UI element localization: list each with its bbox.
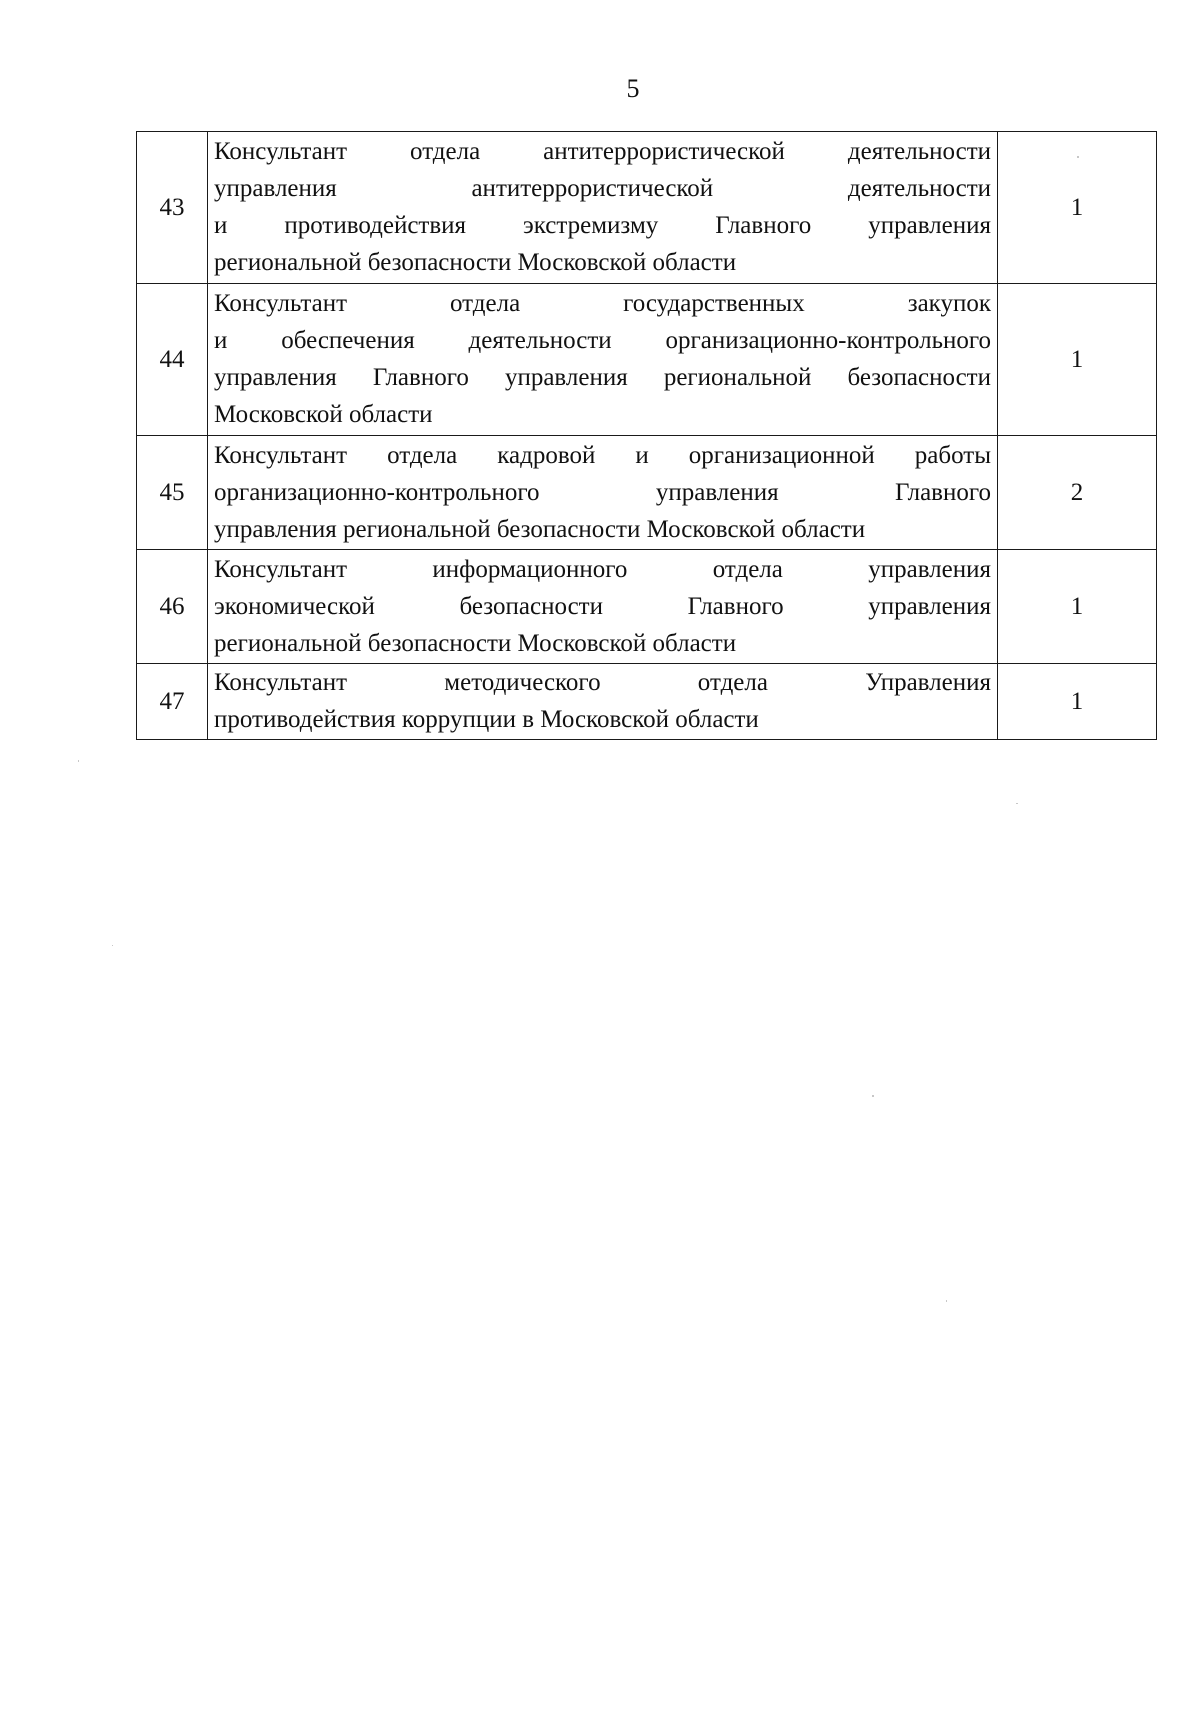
position-title-line: региональной безопасности Московской области [214,629,737,657]
position-title-line: Консультант информационного отдела управления [214,555,991,583]
position-title [208,284,998,436]
position-title-line: и противодействия экстремизму Главного управления [214,212,991,239]
position-title [208,132,998,284]
page-number: 5 [626,74,640,103]
row-number: 47 [137,664,208,740]
scan-speck [1016,803,1018,804]
row-number: 43 [137,132,208,284]
position-title-line: организационно-контрольного управления Главного [214,478,991,506]
scan-speck [112,945,113,946]
position-count: 1 [998,132,1157,284]
scan-speck [872,1095,874,1097]
position-title [208,550,998,664]
scan-speck [946,1300,947,1302]
position-title-line: региональной безопасности Московской области [214,249,737,276]
table-row [137,436,1157,550]
position-title [208,436,998,550]
position-count: 1 [998,284,1157,436]
position-title-line: управления антитеррористической деятельности [214,175,991,202]
positions-table [136,131,1157,740]
position-title-line: Московской области [214,401,433,428]
position-title-line: Консультант методического отдела Управления [214,669,991,696]
position-count: 2 [998,436,1157,550]
table-row [137,284,1157,436]
row-number: 45 [137,436,208,550]
position-title-line: противодействия коррупции в Московской области [214,706,759,733]
position-title-line: Консультант отдела антитеррористической деятельности [214,138,991,165]
position-title-line: Консультант отдела государственных закупок [214,290,991,317]
table-row [137,132,1157,284]
position-title-line: экономической безопасности Главного управления [214,592,991,620]
row-number: 46 [137,550,208,664]
table-row [137,550,1157,664]
position-title-line: управления региональной безопасности Московской области [214,515,866,543]
scan-speck [1077,156,1079,158]
position-title-line: Консультант отдела кадровой и организационной работы [214,441,991,469]
position-count: 1 [998,664,1157,740]
table-row [137,664,1157,740]
position-title-line: управления Главного управления региональной безопасности [214,364,991,391]
position-count: 1 [998,550,1157,664]
row-number: 44 [137,284,208,436]
scan-speck [78,760,79,762]
position-title-line: и обеспечения деятельности организационно-контрольного [214,327,991,354]
position-title [208,664,998,740]
